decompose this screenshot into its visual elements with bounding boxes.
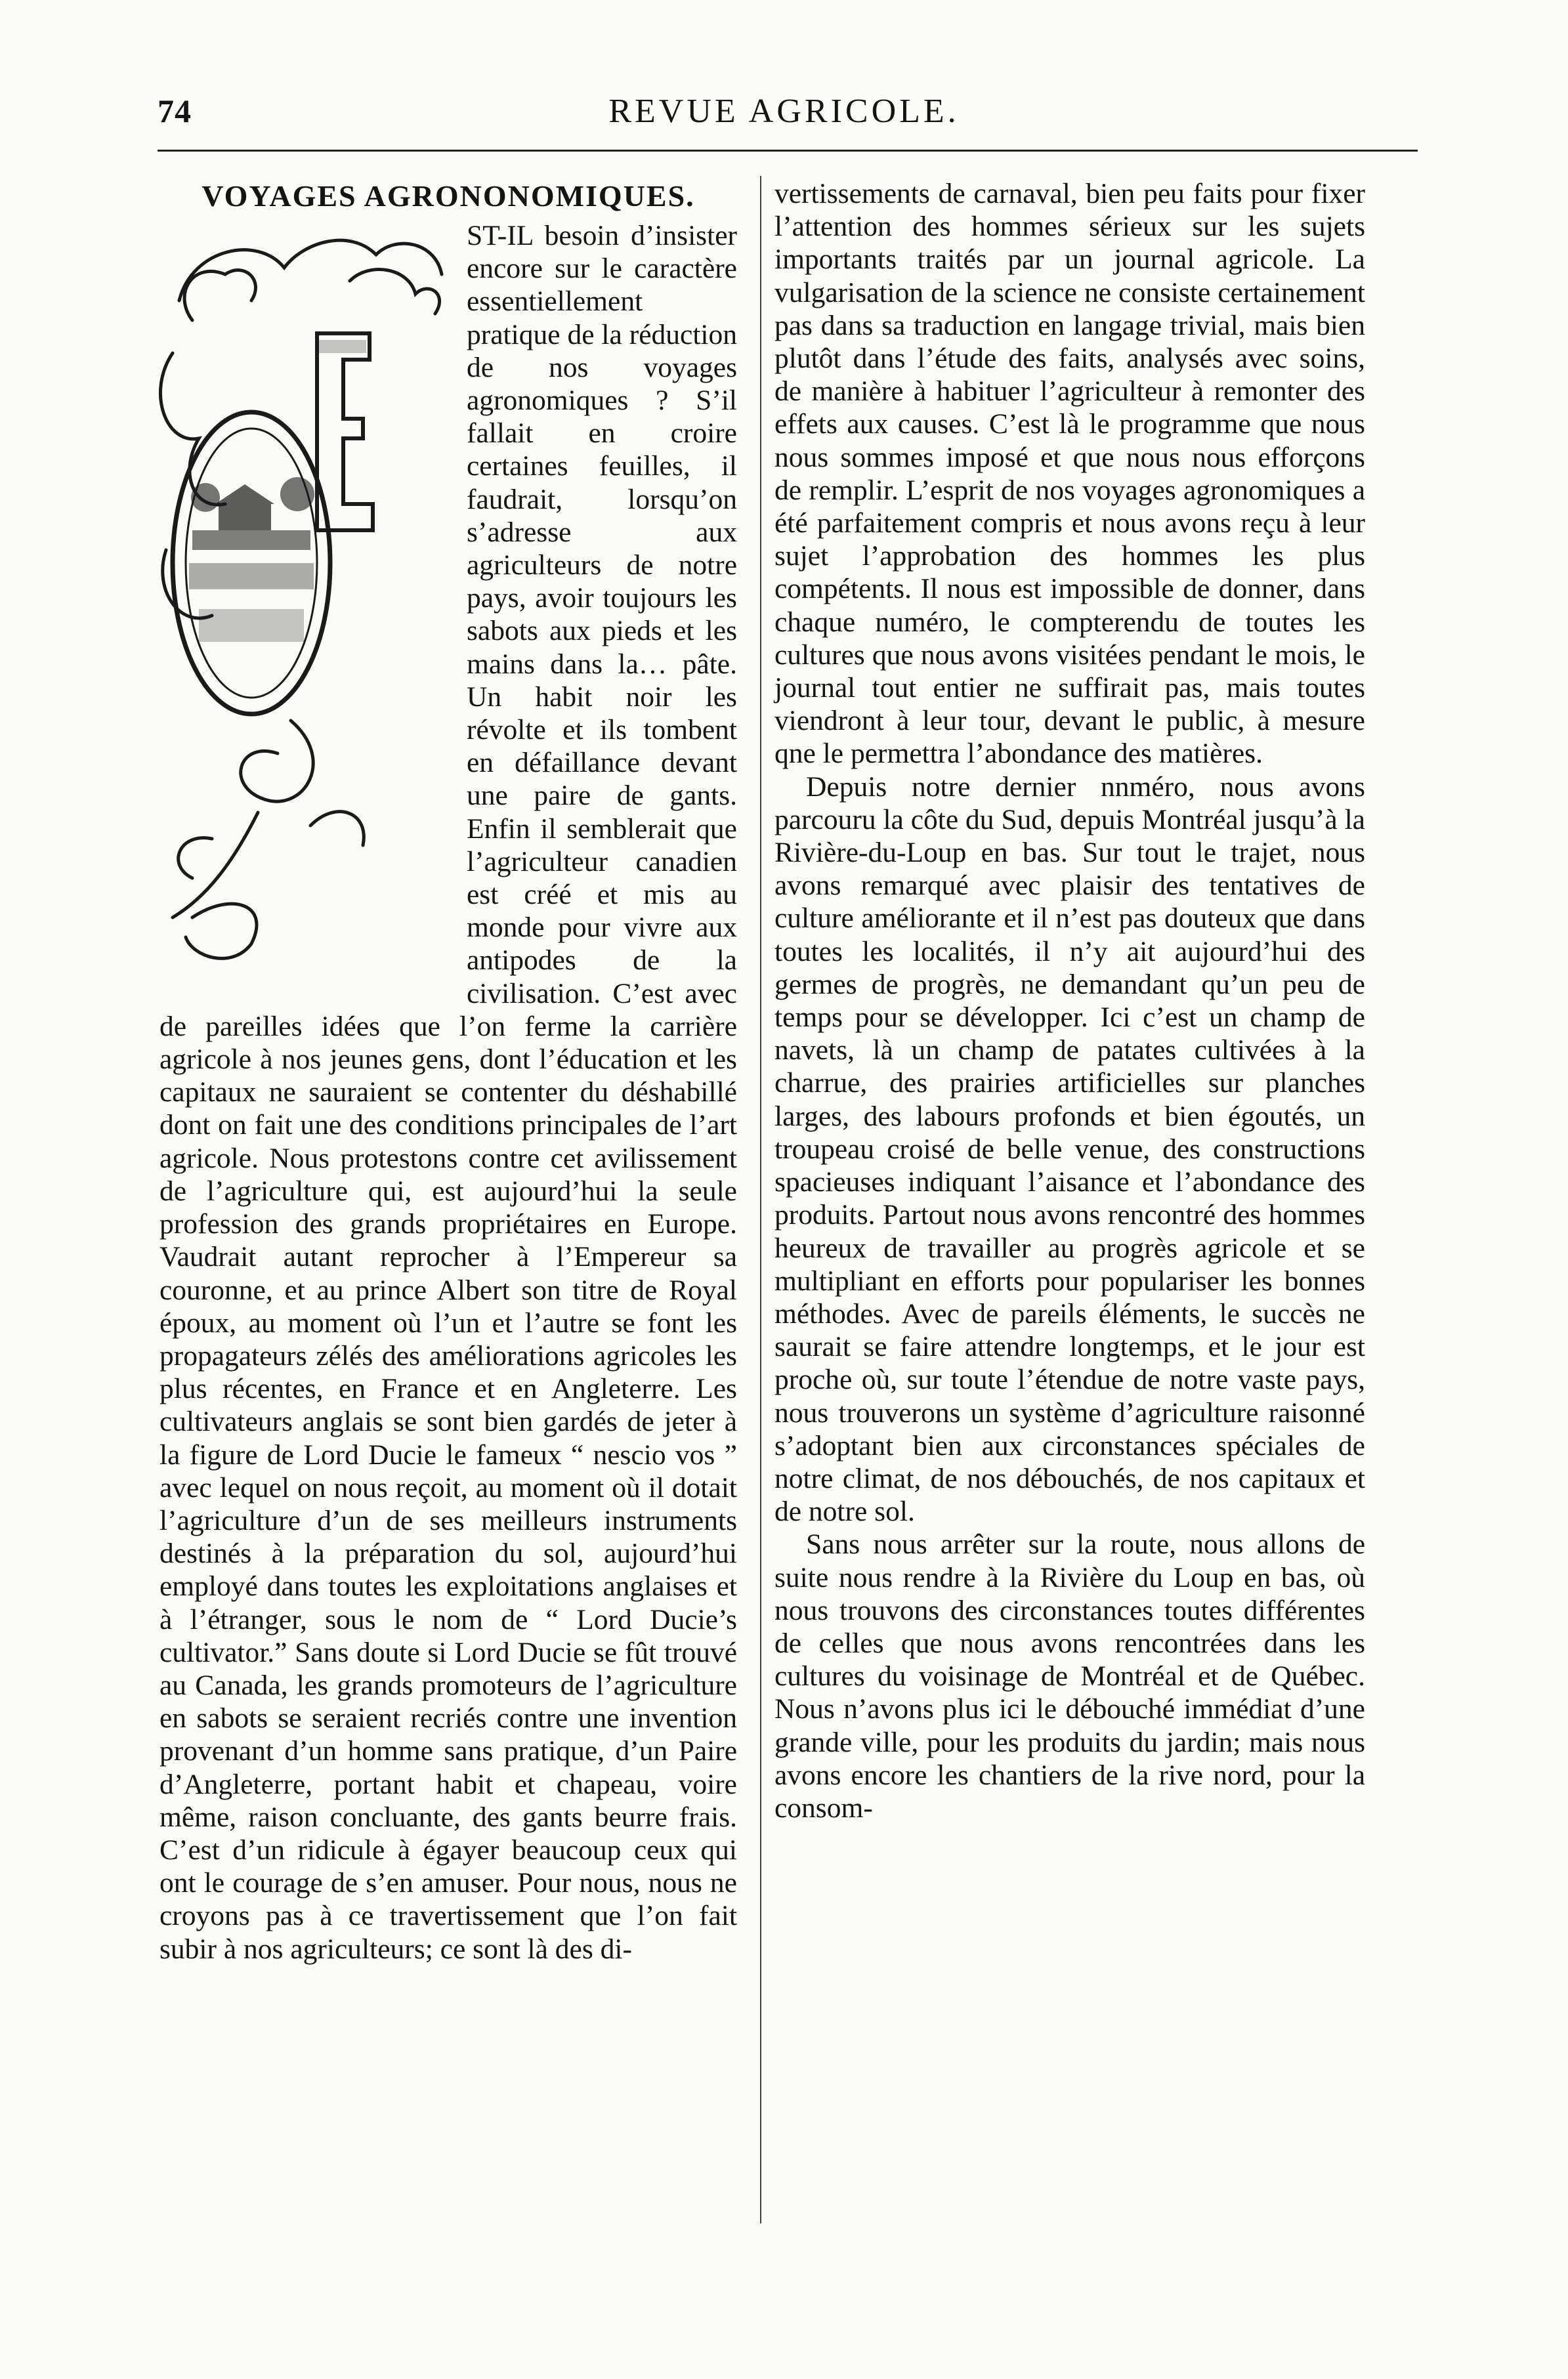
header-rule	[158, 150, 1418, 152]
column-divider	[760, 176, 761, 2223]
paragraph: vertissements de carnaval, bien peu faits pour fixer l’attention des hommes sérieux sur les sujets importants traités par un journal agricole. La vulgarisation de la science ne consiste certainement pas dans sa traduction en langage trivial, mais bien plutôt dans l’étude des faits, analysés avec soins, de manière à habituer l’agriculteur à remonter des effets aux causes. C’est là le programme que nous nous sommes imposé et que nous nous efforçons de remplir. L’esprit de nos voyages agronomiques a été parfaitement compris et nous avons reçu à leur sujet l’approbation des hommes les plus compétents. Il nous est impossible de donner, dans chaque numéro, le compterendu de toutes les cultures que nous avons visitées pendant le mois, le journal tout entier ne suffirait pas, mais toutes viendront à leur tour, devant le public, à mesure qne le permettra l’abondance des matières.	[774, 178, 1365, 770]
page-number: 74	[158, 93, 192, 129]
paragraph: Depuis notre dernier nnméro, nous avons parcouru la côte du Sud, depuis Montréal jusqu’à la Rivière-du-Loup en bas. Sur tout le trajet, nous avons remarqué avec plaisir des tentatives de culture améliorante et il n’est pas douteux que dans toutes les localités, il n’y ait aujourd’hui des germes de progrès, ne demandant qu’un peu de temps pour se développer. Ici c’est un champ de navets, là un champ de patates cultivées à la charrue, des prairies artificielles sur planches larges, des labours profonds et bien égoutés, un troupeau croisé de belle venue, des constructions spacieuses indiquant l’aisance et l’abondance des produits. Partout nous avons rencontré des hommes heureux de travailler au progrès agricole et se multipliant en efforts pour populariser les bonnes méthodes. Avec de pareils éléments, le succès ne saurait se faire attendre longtemps, et le jour est proche où, sur toute l’étendue de notre vaste pays, nous trouverons un système d’agriculture raisonné s’adoptant bien aux circonstances spéciales de notre climat, de nos débouchés, de nos capitaux et de notre sol.	[774, 770, 1365, 1528]
journal-title: REVUE AGRICOLE.	[608, 93, 960, 130]
paragraph: Sans nous arrêter sur la route, nous allons de suite nous rendre à la Rivière du Loup en bas, où nous trouvons des circonstances toutes différentes de celles que nous avons rencontrées dans les cultures du voisinage de Montréal et de Québec. Nous n’avons plus ici le débouché immédiat d’une grande ville, pour les produits du jardin; mais nous avons encore les chantiers de la rive nord, pour la consom-	[774, 1528, 1365, 1824]
paragraph: ST-IL besoin d’insister encore sur le caractère essentiellement pratique de la réduction de nos voyages agronomiques ? S’il fallait en croire certaines feuilles, il faudrait, lorsqu’on s’adresse aux agriculteurs de notre pays, avoir toujours les sabots aux pieds et les mains dans la… pâte. Un habit noir les révolte et ils tombent en défaillance devant une paire de gants. Enfin il semblerait que l’agriculteur canadien est créé et mis au monde pour vivre aux antipodes de la civilisation. C’est avec de pareilles idées que l’on ferme la carrière agricole à nos jeunes gens, dont l’éducation et les capitaux ne sauraient se contenter du déshabillé dont on fait une des conditions principales de l’art agricole. Nous protestons contre cet avilissement de l’agriculture qui, est aujourd’hui la seule profession des grands propriétaires en Europe. Vaudrait autant reprocher à l’Empereur sa couronne, et au prince Albert son titre de Royal époux, au moment où l’un et l’autre se font les propagateurs zélés des améliorations agricoles les plus récentes, en France et en Angleterre. Les cultivateurs anglais se sont bien gardés de jeter à la figure de Lord Ducie le fameux “ nescio vos ” avec lequel on nous reçoit, au moment où il dotait l’agriculture d’un de ses meilleurs instruments destinés à la préparation du sol, aujourd’hui employé dans toutes les exploitations anglaises et à l’étranger, sous le nom de “ Lord Ducie’s cultivator.” Sans doute si Lord Ducie se fût trouvé au Canada, les grands promoteurs de l’agriculture en sabots se seraient recriés contre une invention provenant d’un homme sans pratique, d’un Paire d’Angleterre, portant habit et chapeau, voire même, raison concluante, des gants beurre frais. C’est d’un ridicule à égayer beaucoup ceux qui ont le courage de s’en amuser. Pour nous, nous ne croyons pas à ce travertissement que l’on fait subir à nos agriculteurs; ce sont là des di-	[159, 220, 737, 1965]
ornamental-drop-cap	[153, 222, 455, 983]
running-head	[158, 92, 1410, 138]
drop-cap-illustration	[153, 222, 455, 983]
left-column	[159, 177, 737, 1966]
article-title: VOYAGES AGRONONOMIQUES.	[201, 179, 695, 213]
right-column	[774, 177, 1365, 1824]
